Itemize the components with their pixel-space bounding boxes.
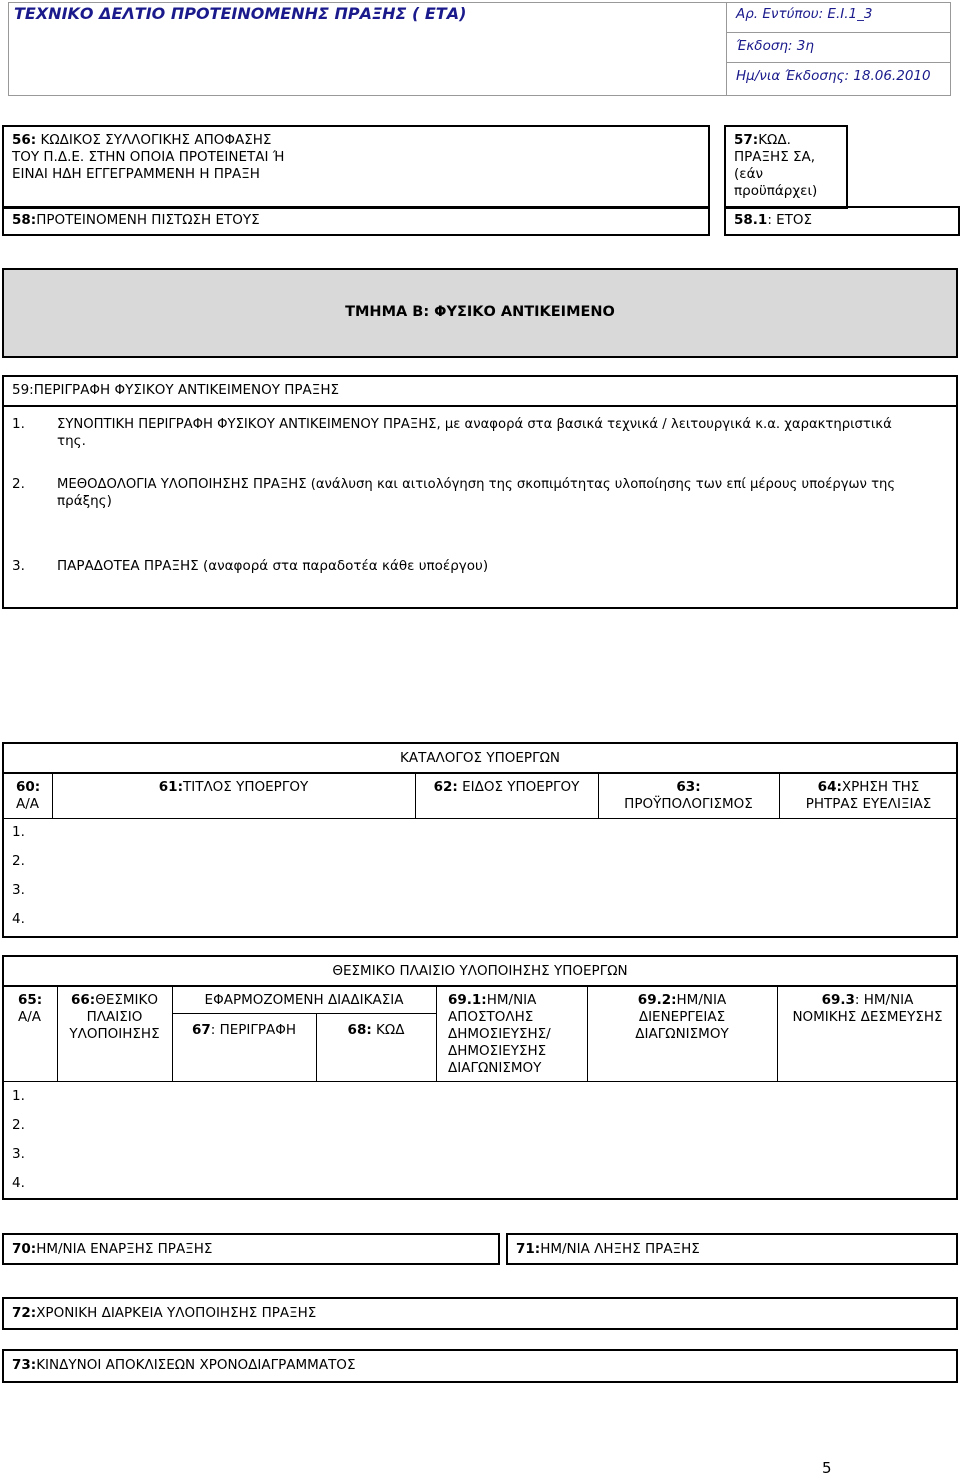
field-57-line-4: προϋπάρχει): [734, 183, 818, 199]
field-57-line-2: ΠΡΑΞΗΣ ΣΑ,: [734, 149, 816, 165]
edition-date: Ημ/νια Έκδοσης: 18.06.2010: [736, 68, 931, 84]
catalog-col-61-text: ΤΙΤΛΟΣ ΥΠΟΕΡΓΟΥ: [182, 779, 309, 795]
item-1-line-1: ΣΥΝΟΠΤΙΚΗ ΠΕΡΙΓΡΑΦΗ ΦΥΣΙΚΟΥ ΑΝΤΙΚΕΙΜΕΝΟΥ ΠΡΑΞΗΣ, με αναφορά στα βασικά τεχνικά / λειτουργικά κ.α. χαρακτηριστικά: [57, 417, 892, 432]
framework-col-69-1-line-4: ΔΗΜΟΣΙΕΥΣΗΣ: [448, 1043, 547, 1059]
field-58-1-label: [734, 212, 812, 229]
edition: Έκδοση: 3η: [736, 38, 814, 54]
form-number: Αρ. Εντύπου: Ε.Ι.1_3: [736, 6, 873, 22]
field-71-text: ΗΜ/ΝΙΑ ΛΗΞΗΣ ΠΡΑΞΗΣ: [540, 1241, 700, 1257]
catalog-row-1: 1.: [12, 824, 25, 840]
field-56-line-2: ΤΟΥ Π.Δ.Ε. ΣΤΗΝ ΟΠΟΙΑ ΠΡΟΤΕΙΝΕΤΑΙ Ή: [12, 149, 285, 165]
catalog-col-64-line-2: ΡΗΤΡΑΣ ΕΥΕΛΙΞΙΑΣ: [805, 796, 932, 812]
page-number: 5: [822, 1459, 832, 1477]
framework-row-4: 4.: [12, 1175, 25, 1191]
catalog-row-3: 3.: [12, 882, 25, 898]
header-divider: [726, 2, 727, 96]
field-59-title: 59:ΠΕΡΙΓΡΑΦΗ ΦΥΣΙΚΟΥ ΑΝΤΙΚΕΙΜΕΝΟΥ ΠΡΑΞΗΣ: [12, 382, 339, 398]
framework-row-3: 3.: [12, 1146, 25, 1162]
framework-row-1: 1.: [12, 1088, 25, 1104]
framework-col-69-1-line-5: ΔΙΑΓΩΝΙΣΜΟΥ: [448, 1060, 542, 1076]
framework-col-69-2-number: 69.2:: [637, 992, 677, 1008]
framework-col-69-1: [448, 992, 536, 1009]
framework-col-66-line-3: ΥΛΟΠΟΙΗΣΗΣ: [69, 1026, 160, 1042]
item-1-number: 1.: [12, 416, 25, 432]
field-72-text: ΧΡΟΝΙΚΗ ΔΙΑΡΚΕΙΑ ΥΛΟΠΟΙΗΣΗΣ ΠΡΑΞΗΣ: [36, 1305, 317, 1321]
header-row-line-2: [726, 62, 951, 63]
framework-title: ΘΕΣΜΙΚΟ ΠΛΑΙΣΙΟ ΥΛΟΠΟΙΗΣΗΣ ΥΠΟΕΡΓΩΝ: [332, 963, 628, 979]
framework-col-65-text: Α/Α: [18, 1009, 42, 1025]
field-73-number: 73:: [12, 1357, 37, 1373]
catalog-col-64: [779, 779, 958, 796]
field-56-text: ΚΩΔΙΚΟΣ ΣΥΛΛΟΓΙΚΗΣ ΑΠΟΦΑΣΗΣ: [36, 132, 272, 148]
framework-col-69-1-number: 69.1:: [448, 992, 487, 1008]
field-59-title-line: [2, 405, 958, 407]
field-58-label: [12, 212, 260, 229]
header-row-line-1: [726, 32, 951, 33]
field-57-number: 57:: [734, 132, 759, 148]
catalog-col-63-number: 63:: [676, 779, 701, 795]
framework-col-65-number: 65:: [18, 992, 43, 1008]
catalog-col-64-text: ΧΡΗΣΗ ΤΗΣ: [841, 779, 920, 795]
catalog-header-line: [2, 818, 958, 819]
item-3-number: 3.: [12, 558, 25, 574]
framework-col-69-1-line-3: ΔΗΜΟΣΙΕΥΣΗΣ/: [448, 1026, 551, 1042]
catalog-title: ΚΑΤΑΛΟΓΟΣ ΥΠΟΕΡΓΩΝ: [399, 750, 561, 766]
framework-col-sep-3: [436, 986, 437, 1081]
framework-header-line: [2, 1081, 958, 1082]
framework-col-69-2-line-3: ΔΙΑΓΩΝΙΣΜΟΥ: [635, 1026, 729, 1042]
item-3-line-1: ΠΑΡΑΔΟΤΕΑ ΠΡΑΞΗΣ (αναφορά στα παραδοτέα κάθε υποέργου): [57, 558, 489, 574]
field-73-text: ΚΙΝΔΥΝΟΙ ΑΠΟΚΛΙΣΕΩΝ ΧΡΟΝΟΔΙΑΓΡΑΜΜΑΤΟΣ: [36, 1357, 356, 1373]
field-57-text: ΚΩΔ.: [758, 132, 791, 148]
item-2-line-2: πράξης): [57, 493, 112, 509]
field-70-label: [12, 1241, 212, 1258]
framework-row-2: 2.: [12, 1117, 25, 1133]
field-73-label: [12, 1357, 355, 1374]
catalog-col-63-text: ΠΡΟΫΠΟΛΟΓΙΣΜΟΣ: [624, 796, 753, 812]
framework-col-66: [57, 992, 172, 1009]
field-72-label: [12, 1305, 316, 1322]
catalog-col-62-text: ΕΙΔΟΣ ΥΠΟΕΡΓΟΥ: [457, 779, 580, 795]
catalog-col-62: [415, 779, 598, 796]
field-58-1-number: 58.1: [734, 212, 768, 228]
catalog-col-62-number: 62:: [433, 779, 458, 795]
field-57-label: [734, 132, 791, 149]
framework-col-68-text: ΚΩΔ: [371, 1022, 405, 1038]
framework-col-66-text: ΘΕΣΜΙΚΟ: [95, 992, 158, 1008]
item-1-line-2: της.: [57, 433, 86, 449]
framework-col-67-number: 67: [191, 1022, 211, 1038]
catalog-col-60-number: 60:: [16, 779, 41, 795]
catalog-col-61: [52, 779, 415, 796]
field-58-number: 58:: [12, 212, 37, 228]
catalog-title-line: [2, 772, 958, 774]
field-72-number: 72:: [12, 1305, 37, 1321]
item-2-number: 2.: [12, 476, 25, 492]
framework-col-69-1-line-2: ΑΠΟΣΤΟΛΗΣ: [448, 1009, 534, 1025]
framework-col-69-2-text: ΗΜ/ΝΙΑ: [676, 992, 727, 1008]
item-2-line-1: ΜΕΘΟΔΟΛΟΓΙΑ ΥΛΟΠΟΙΗΣΗΣ ΠΡΑΞΗΣ (ανάλυση και αιτιολόγηση της σκοπιμότητας υλοποίησης των επί μέρους υποέργων της: [57, 477, 896, 492]
framework-col-69-2: [587, 992, 777, 1009]
framework-col-69-3-line-2: ΝΟΜΙΚΗΣ ΔΕΣΜΕΥΣΗΣ: [792, 1009, 943, 1025]
framework-col-69-1-text: ΗΜ/ΝΙΑ: [486, 992, 537, 1008]
catalog-col-61-number: 61:: [158, 779, 183, 795]
framework-title-line: [2, 985, 958, 987]
field-70-number: 70:: [12, 1241, 37, 1257]
catalog-col-60-text: Α/Α: [16, 796, 40, 812]
framework-col-69-2-line-2: ΔΙΕΝΕΡΓΕΙΑΣ: [638, 1009, 726, 1025]
section-b-title: ΤΜΗΜΑ Β: ΦΥΣΙΚΟ ΑΝΤΙΚΕΙΜΕΝΟ: [345, 304, 615, 320]
field-56-label: [12, 132, 271, 149]
framework-col-66-number: 66:: [71, 992, 96, 1008]
field-70-text: ΗΜ/ΝΙΑ ΕΝΑΡΞΗΣ ΠΡΑΞΗΣ: [36, 1241, 213, 1257]
field-56-number: 56:: [12, 132, 37, 148]
framework-col-66-line-2: ΠΛΑΙΣΙΟ: [86, 1009, 143, 1025]
field-71-number: 71:: [516, 1241, 541, 1257]
framework-col-68: [316, 1022, 436, 1039]
framework-col-67-text: : ΠΕΡΙΓΡΑΦΗ: [210, 1022, 297, 1038]
field-58-1-text: : ΕΤΟΣ: [767, 212, 813, 228]
framework-col-69-3-number: 69.3: [821, 992, 855, 1008]
field-58-text: ΠΡΟΤΕΙΝΟΜΕΝΗ ΠΙΣΤΩΣΗ ΕΤΟΥΣ: [36, 212, 260, 228]
catalog-row-2: 2.: [12, 853, 25, 869]
framework-procedure-title: ΕΦΑΡΜΟΖΟΜΕΝΗ ΔΙΑΔΙΚΑΣΙΑ: [204, 992, 404, 1008]
framework-col-68-number: 68:: [347, 1022, 372, 1038]
field-56-line-3: ΕΙΝΑΙ ΗΔΗ ΕΓΓΕΓΡΑΜΜΕΝΗ Η ΠΡΑΞΗ: [12, 166, 260, 182]
field-57-line-3: (εάν: [734, 166, 764, 182]
document-title: ΤΕΧΝΙΚΟ ΔΕΛΤΙΟ ΠΡΟΤΕΙΝΟΜΕΝΗΣ ΠΡΑΞΗΣ ( ΕΤΑ): [14, 4, 467, 23]
framework-col-67: [172, 1022, 316, 1039]
framework-col-69-3: [777, 992, 958, 1009]
catalog-col-64-number: 64:: [817, 779, 842, 795]
framework-col-69-3-text: : ΗΜ/ΝΙΑ: [854, 992, 914, 1008]
field-71-label: [516, 1241, 700, 1258]
framework-proc-line: [172, 1013, 436, 1014]
catalog-row-4: 4.: [12, 911, 25, 927]
